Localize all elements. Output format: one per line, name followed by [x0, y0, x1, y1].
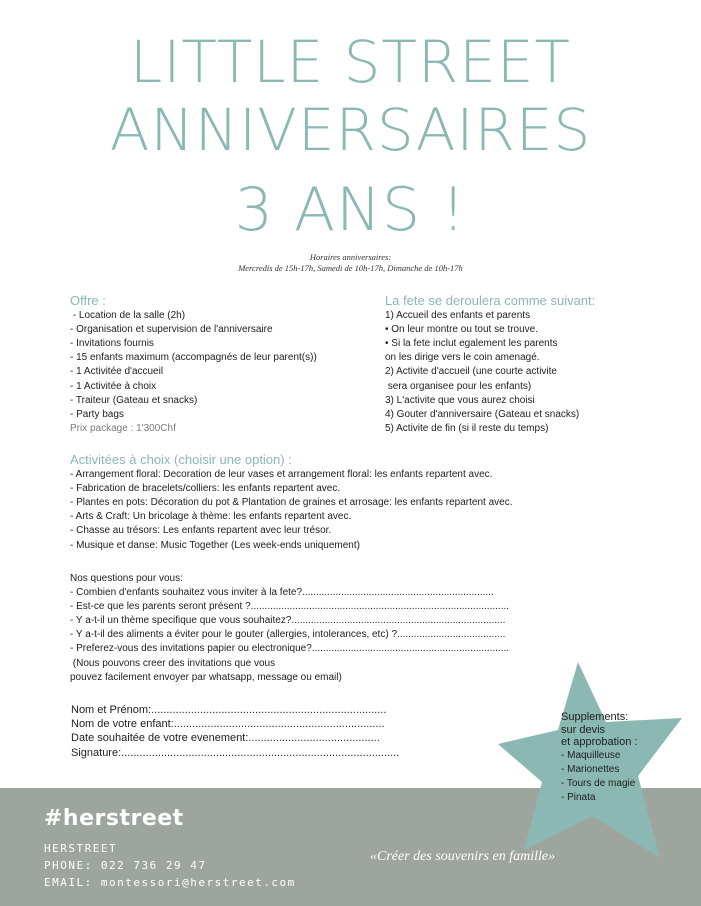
hours-label: Horaires anniversaires:: [309, 252, 392, 262]
schedule-item: • Si la fete inclut egalement les parents: [385, 338, 558, 350]
offer-price: Prix package : 1'300Chf: [70, 422, 176, 434]
questions-section: [70, 572, 509, 685]
schedule-item: 5) Activite de fin (si il reste du temps): [385, 422, 549, 434]
supplement-item: - Pinata: [561, 791, 596, 803]
activity-item: - Plantes en pots: Décoration du pot & Plantation de graines et arrosage: les enfants repartent avec.: [70, 497, 513, 509]
supplements-heading: et approbation :: [561, 736, 638, 748]
supplements-heading: sur devis: [561, 723, 606, 736]
hours-section: [0, 252, 701, 274]
question-item: - Combien d'enfants souhaitez vous inviter à la fete?.....................................................................: [70, 587, 494, 599]
activities-title: Activitées à choix (choisir une option) :: [70, 452, 292, 467]
question-note: (Nous pouvons creer des invitations que vous: [70, 657, 276, 669]
questions-title: Nos questions pour vous:: [70, 573, 183, 584]
supplement-item: - Marionettes: [561, 763, 620, 775]
schedule-item: 3) L'activite que vous aurez choisi: [385, 394, 535, 406]
activity-item: - Chasse au trésors: Les enfants repartent avec leur trésor.: [70, 525, 332, 537]
activity-item: - Musique et danse: Music Together (Les week-ends uniquement): [70, 539, 360, 551]
activity-item: - Fabrication de bracelets/colliers: les enfants repartent avec.: [70, 483, 341, 495]
activity-item: - Arrangement floral: Decoration de leur vases et arrangement floral: les enfants repartent avec.: [70, 469, 493, 481]
child-name-field[interactable]: Nom de votre enfant:.....................................................................: [71, 718, 385, 731]
signup-form: [71, 703, 399, 760]
question-item: - Est-ce que les parents seront présent ?.............................................................................................: [70, 601, 510, 613]
supplements-section: [561, 711, 637, 805]
event-date-field[interactable]: Date souhaitée de votre evenement:...........................................: [71, 732, 380, 745]
activities-section: [70, 453, 513, 553]
offer-title: Offre :: [70, 293, 106, 308]
offer-item: - 1 Activitée d'accueil: [70, 366, 164, 378]
offer-item: - Location de la salle (2h): [70, 310, 186, 322]
question-item: - Y a-t-il un thème specifique que vous souhaitez?.............................................................................: [70, 615, 506, 627]
offer-item: - Party bags: [70, 408, 124, 420]
offer-section: [70, 294, 317, 436]
schedule-item: sera organisee pour les enfants): [385, 380, 532, 392]
email-address: EMAIL: montessori@herstreet.com: [44, 876, 296, 889]
offer-item: - Invitations fournis: [70, 338, 154, 350]
name-field[interactable]: Nom et Prénom:.............................................................................: [71, 704, 387, 716]
company-name: HERSTREET: [44, 842, 118, 855]
supplement-item: - Maquilleuse: [561, 749, 621, 761]
slogan: «Créer des souvenirs en famille»: [370, 849, 556, 864]
question-note: pouvez facilement envoyer par whatsapp, message ou email): [70, 671, 342, 683]
schedule-item: on les dirige vers le coin amenagé.: [385, 352, 540, 364]
herstreet-logo: #herstreet: [44, 806, 184, 831]
schedule-item: 4) Gouter d'anniversaire (Gateau et snacks): [385, 408, 580, 420]
activity-item: - Arts & Craft: Un bricolage à thème: les enfants repartent avec.: [70, 511, 352, 523]
schedule-item: 1) Accueil des enfants et parents: [385, 310, 531, 322]
schedule-item: • On leur montre ou tout se trouve.: [385, 324, 539, 336]
title-line-1: LITTLE STREET: [130, 28, 571, 96]
contact-info: [44, 840, 296, 891]
offer-item: - 15 enfants maximum (accompagnés de leur parent(s)): [70, 352, 317, 364]
offer-item: - Traiteur (Gateau et snacks): [70, 394, 198, 406]
schedule-section: [385, 294, 595, 436]
title-line-3: 3 ANS !: [234, 175, 467, 245]
hours-text: Mercredis de 15h-17h, Samedi de 10h-17h, Dimanche de 10h-17h: [238, 263, 463, 273]
phone-number: PHONE: 022 736 29 47: [44, 859, 207, 872]
question-item: - Y a-t-il des aliments a éviter pour le gouter (allergies, intolerances, etc) ?.......................................: [70, 629, 506, 641]
supplements-heading: Supplements:: [561, 711, 629, 723]
supplement-item: - Tours de magie: [561, 777, 636, 789]
offer-item: - Organisation et supervision de l'anniversaire: [70, 324, 273, 336]
signature-field[interactable]: Signature:...........................................................................................: [71, 746, 400, 759]
question-item: - Preferez-vous des invitations papier ou electronique?.......................................................................: [70, 643, 510, 655]
offer-item: - 1 Activitée à choix: [70, 380, 157, 392]
title-line-2: ANNIVERSAIRES: [109, 96, 592, 164]
schedule-item: 2) Activite d'accueil (une courte activite: [385, 366, 557, 378]
schedule-title: La fete se deroulera comme suivant:: [385, 293, 596, 308]
